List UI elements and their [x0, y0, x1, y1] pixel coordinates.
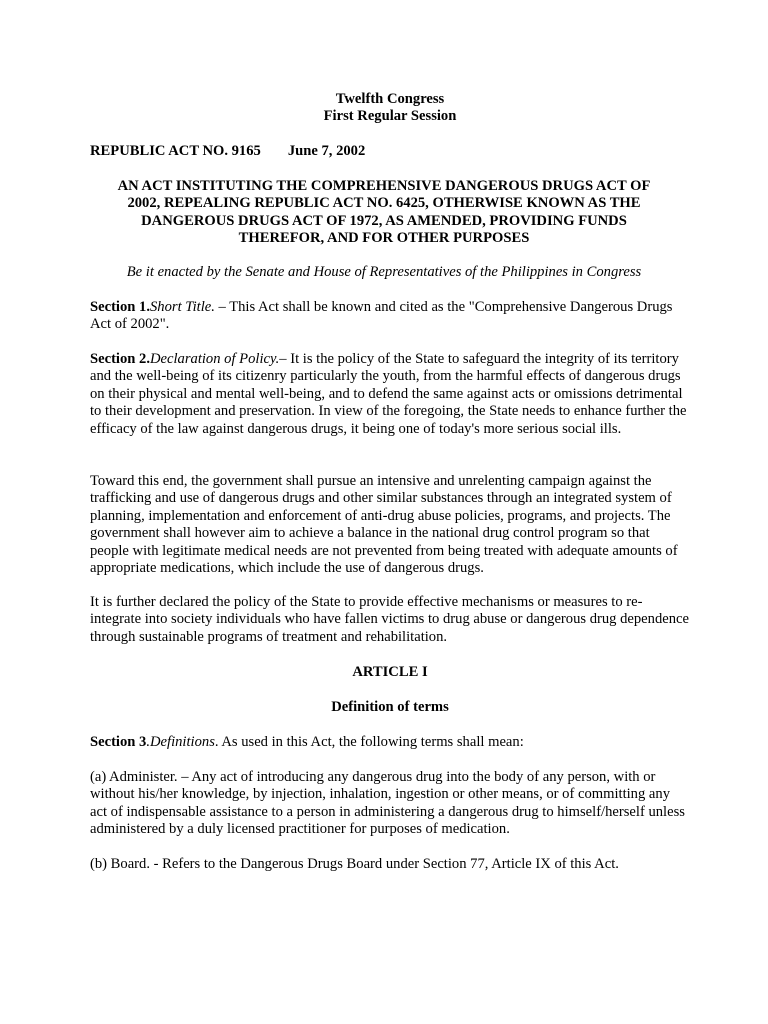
act-date: June 7, 2002 [287, 143, 366, 159]
section-1-title: Short Title. [150, 299, 215, 315]
act-number-line [90, 143, 690, 160]
section-2-title: Declaration of Policy. [150, 351, 280, 367]
session-line: First Regular Session [323, 108, 457, 125]
section-1-text: – This Act shall be known and cited as the "Comprehensive Dangerous Drugs Act of 2002". [90, 299, 673, 333]
act-number: REPUBLIC ACT NO. 9165 [90, 143, 261, 159]
section-2-paragraph-2: Toward this end, the government shall pursue an intensive and unrelenting campaign against the trafficking and use of dangerous drugs and other similar substances through an integrated system of planning, implementation and enforcement of anti-drug abuse policies, programs, and projects. The government shall however aim to achieve a balance in the national drug control program so that people with legitimate medical needs are not prevented from being treated with adequate amounts of appropriate medications, which include the use of dangerous drugs. [90, 473, 678, 577]
act-title: AN ACT INSTITUTING THE COMPREHENSIVE DANGEROUS DRUGS ACT OF 2002, REPEALING REPUBLIC ACT NO. 6425, OTHERWISE KNOWN AS THE DANGEROUS DRUGS ACT OF 1972, AS AMENDED, PROVIDING FUNDS THEREFOR, AND FOR OTHER PURPOSES [117, 178, 651, 247]
section-3-text: . As used in this Act, the following terms shall mean: [214, 734, 524, 750]
article-subtitle: Definition of terms [331, 699, 449, 715]
section-3-title: .Definitions [146, 734, 215, 750]
article-heading: ARTICLE I [352, 664, 428, 680]
congress-header [90, 91, 690, 126]
section-2-label: Section 2. [90, 351, 150, 367]
section-1-label: Section 1. [90, 299, 150, 315]
section-2 [90, 351, 690, 438]
section-3-label: Section 3 [90, 734, 147, 750]
section-3 [90, 734, 690, 751]
section-1 [90, 299, 690, 334]
definition-b: (b) Board. - Refers to the Dangerous Drugs Board under Section 77, Article IX of this Act. [90, 856, 619, 872]
congress-line: Twelfth Congress [335, 91, 445, 107]
section-2-text: – It is the policy of the State to safeguard the integrity of its territory and the well-being of its citizenry particularly the youth, from the harmful effects of dangerous drugs on their physical and mental well-being, and to defend the same against acts or omissions detrimental to their development and preservation. In view of the foregoing, the State needs to enhance further the efficacy of the law against dangerous drugs, it being one of today's more serious social ills. [90, 351, 687, 437]
enacting-clause: Be it enacted by the Senate and House of Representatives of the Philippines in Congress [126, 264, 642, 280]
section-2-paragraph-3: It is further declared the policy of the State to provide effective mechanisms or measures to re-integrate into society individuals who have fallen victims to drug abuse or dangerous drug dependence through sustainable programs of treatment and rehabilitation. [90, 594, 689, 645]
definition-a: (a) Administer. – Any act of introducing any dangerous drug into the body of any person, with or without his/her knowledge, by injection, inhalation, ingestion or other means, or of committing any act of indispensable assistance to a person in administering a dangerous drug to himself/herself unless administered by a duly licensed practitioner for purposes of medication. [90, 769, 685, 838]
